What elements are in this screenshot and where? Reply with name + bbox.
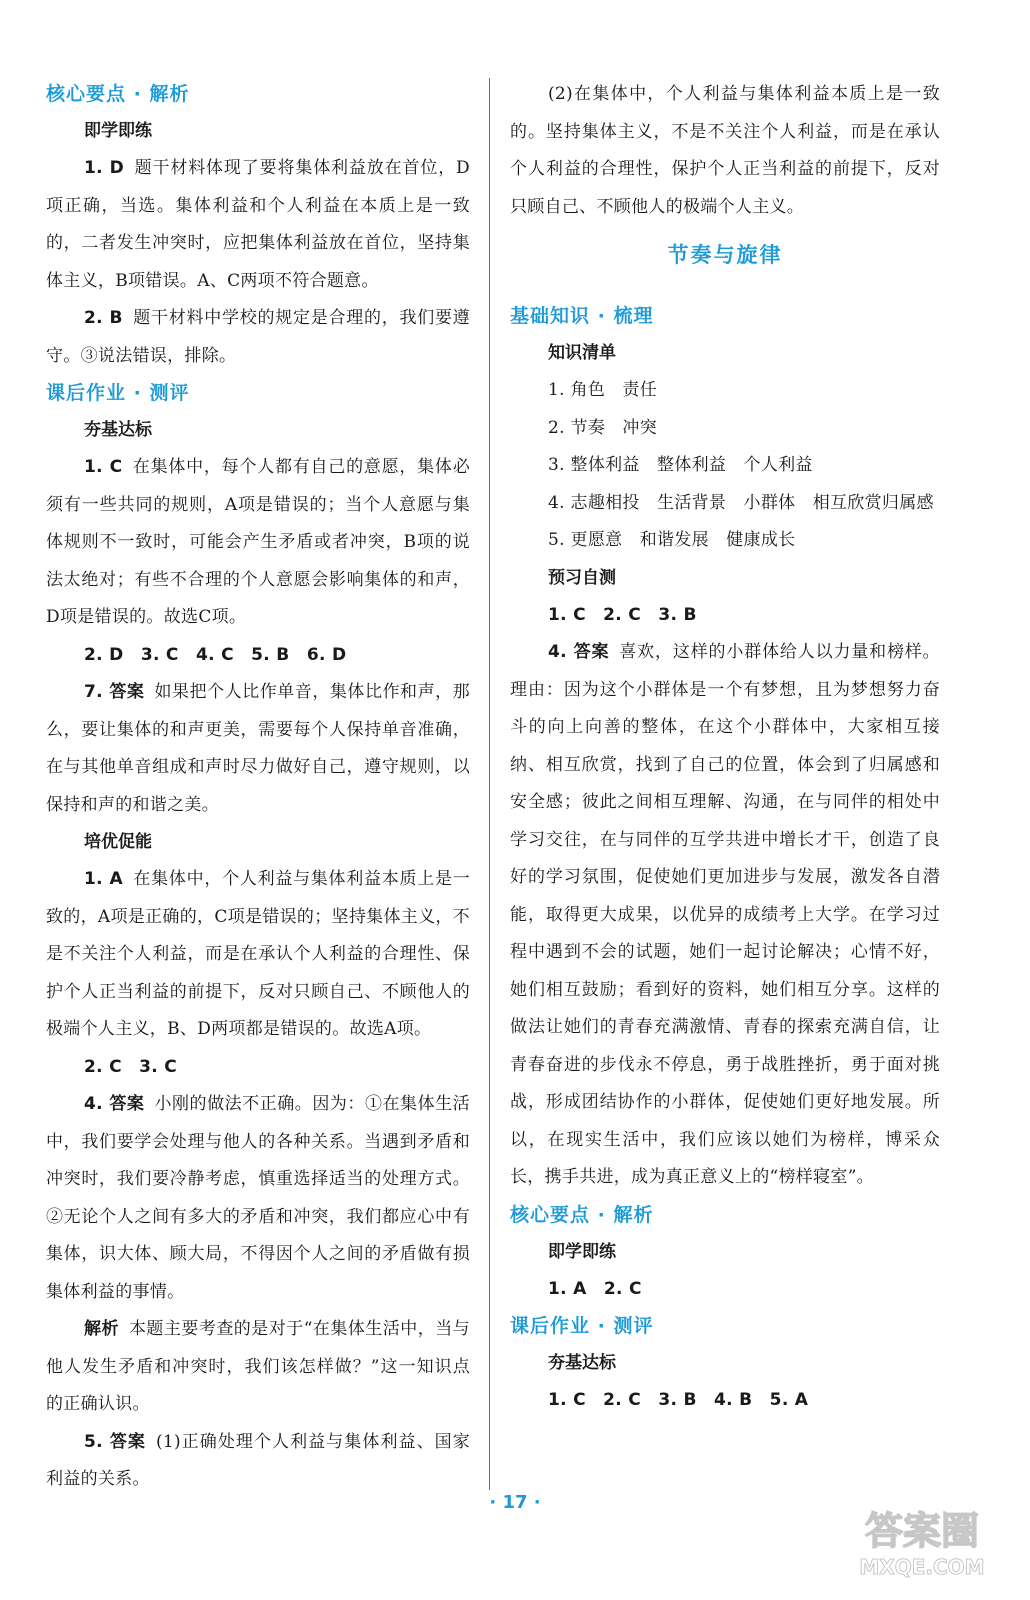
answer-paragraph: (2)在集体中，个人利益与集体利益本质上是一致的。坚持集体主义，不是不关注个人利益，而是在承认个人利益的合理性，保护个人正当利益的前提下，反对只顾自己、不顾他人的极端个人主义。	[510, 84, 940, 217]
analysis-label: 解析	[84, 1319, 119, 1339]
answer-list-text: 1. A 2. C	[548, 1278, 642, 1299]
answer-text: 题干材料体现了要将集体利益放在首位，D项正确，当选。集体利益和个人利益在本质上是一致的，二者发生冲突时，应把集体利益放在首位，坚持集体主义，B项错误。A、C两项不符合题意。	[46, 158, 470, 291]
answer-list	[510, 597, 940, 635]
question-number: 4. 答案	[84, 1094, 145, 1114]
answer-paragraph	[46, 1424, 470, 1499]
question-number: 1. C	[84, 457, 123, 477]
knowledge-item: 2. 节奏 冲突	[548, 417, 658, 438]
lesson-title: 节奏与旋律	[667, 243, 783, 267]
section-heading: 核心要点 · 解析	[46, 83, 190, 105]
page-number: · 17 ·	[489, 1492, 541, 1513]
answer-paragraph	[510, 634, 940, 1197]
analysis-paragraph	[46, 1311, 470, 1424]
section-heading: 课后作业 · 测评	[510, 1315, 654, 1337]
knowledge-item: 3. 整体利益 整体利益 个人利益	[548, 455, 813, 475]
watermark-text-cn: 答案圈	[864, 1509, 980, 1553]
answer-list-text: 1. C 2. C 3. B	[548, 604, 697, 625]
knowledge-item: 1. 角色 责任	[548, 380, 658, 400]
answer-list-text: 2. C 3. C	[84, 1056, 178, 1077]
section-heading: 核心要点 · 解析	[510, 1203, 654, 1226]
answer-list-text: 1. C 2. C 3. B 4. B 5. A	[548, 1390, 809, 1410]
subsection-heading: 即学即练	[84, 121, 152, 141]
answer-paragraph	[46, 1086, 470, 1311]
question-number: 1. A	[84, 869, 123, 889]
section-heading: 基础知识 · 梳理	[510, 305, 654, 327]
answer-text: 在集体中，个人利益与集体利益本质上是一致的，A项是正确的，C项是错误的；坚持集体主义，不是不关注个人利益，而是在承认个人利益的合理性、保护个人正当利益的前提下，反对只顾自己、不顾他人的极端个人主义，B、D两项都是错误的。故选A项。	[46, 869, 470, 1039]
left-column	[46, 76, 470, 1499]
answer-text: (1)正确处理个人利益与集体利益、国家利益的关系。	[46, 1431, 470, 1489]
answer-text: 喜欢，这样的小群体给人以力量和榜样。理由：因为这个小群体是一个有梦想，且为梦想努力奋斗的向上向善的整体，在这个小群体中，大家相互接纳、相互欣赏，找到了自己的位置，体会到了归属感和安全感；彼此之间相互理解、沟通，在与同伴的相处中学习交往，在与同伴的互学共进中增长才干，创造了良好的学习氛围，促使她们更加进步与发展，激发各自潜能，取得更大成果，以优异的成绩考上大学。在学习过程中遇到不会的试题，她们一起讨论解决；心情不好，她们相互鼓励；看到好的资料，她们相互分享。这样的做法让她们的青春充满激情、青春的探索充满自信，让青春奋进的步伐永不停息，勇于战胜挫折，勇于面对挑战，形成团结协作的小群体，促使她们更好地发展。所以，在现实生活中，我们应该以她们为榜样，博采众长，携手共进，成为真正意义上的“榜样寝室”。	[510, 642, 940, 1187]
answer-list	[510, 1382, 940, 1420]
answer-text: 如果把个人比作单音，集体比作和声，那么，要让集体的和声更美，需要每个人保持单音准确，在与其他单音组成和声时尽力做好自己，遵守规则，以保持和声的和谐之美。	[46, 682, 470, 815]
subsection-heading: 夯基达标	[84, 420, 152, 440]
answer-text: 在集体中，每个人都有自己的意愿，集体必须有一些共同的规则，A项是错误的；当个人意愿与集体规则不一致时，可能会产生矛盾或者冲突，B项的说法太绝对；有些不合理的个人意愿会影响集体的和声，D项是错误的。故选C项。	[46, 457, 470, 627]
watermark-text-en: MXQE.COM	[859, 1555, 985, 1579]
answer-paragraph	[46, 300, 470, 375]
answer-list	[46, 637, 470, 675]
answer-paragraph	[46, 674, 470, 824]
section-heading: 课后作业 · 测评	[46, 382, 190, 404]
subsection-heading: 夯基达标	[548, 1353, 616, 1373]
answer-paragraph	[46, 150, 470, 300]
subsection-heading: 预习自测	[548, 567, 616, 588]
subsection-heading: 即学即练	[548, 1241, 616, 1262]
watermark-logo	[838, 1494, 1006, 1582]
question-number: 4. 答案	[548, 642, 610, 662]
answer-paragraph	[46, 861, 470, 1049]
answer-text: 题干材料中学校的规定是合理的，我们要遵守。③说法错误，排除。	[46, 308, 470, 366]
answer-list	[46, 1049, 470, 1087]
right-column	[510, 76, 940, 1420]
answer-text: 小刚的做法不正确。因为：①在集体生活中，我们要学会处理与他人的各种关系。当遇到矛盾和冲突时，我们要冷静考虑，慎重选择适当的处理方式。②无论个人之间有多大的矛盾和冲突，我们都应心中有集体，识大体、顾大局，不得因个人之间的矛盾做有损集体利益的事情。	[46, 1094, 470, 1302]
knowledge-item: 5. 更愿意 和谐发展 健康成长	[548, 530, 796, 550]
subsection-heading: 知识清单	[548, 343, 616, 363]
subsection-heading: 培优促能	[84, 832, 152, 852]
answer-paragraph	[46, 449, 470, 637]
question-number: 7. 答案	[84, 682, 145, 702]
analysis-text: 本题主要考查的是对于“在集体生活中，当与他人发生矛盾和冲突时，我们该怎样做？”这一知识点的正确认识。	[46, 1319, 470, 1414]
answer-list-text: 2. D 3. C 4. C 5. B 6. D	[84, 644, 347, 665]
answer-list	[510, 1271, 940, 1309]
question-number: 5. 答案	[84, 1431, 146, 1452]
question-number: 2. B	[84, 308, 123, 328]
question-number: 1. D	[84, 158, 125, 178]
knowledge-item: 4. 志趣相投 生活背景 小群体 相互欣赏归属感	[548, 492, 934, 513]
column-divider	[489, 78, 490, 1490]
